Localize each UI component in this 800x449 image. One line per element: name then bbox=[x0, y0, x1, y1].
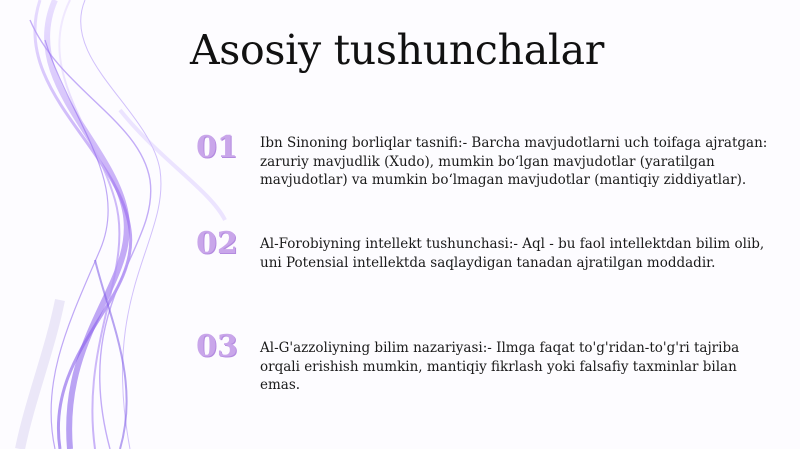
item-number: 02 bbox=[196, 226, 238, 261]
item-number: 01 bbox=[196, 130, 238, 165]
item-number: 03 bbox=[196, 329, 238, 364]
item-text: Al-G'azzoliyning bilim nazariyasi:- Ilmga faqat to'g'ridan-to'g'ri tajriba orqali erishish mumkin, mantiqiy fikrlash yoki falsafiy taxminlar bilan emas. bbox=[260, 340, 740, 393]
item-text: Ibn Sinoning borliqlar tasnifi:- Barcha mavjudotlarni uch toifaga ajratgan: zaruriy mavjudlik (Xudo), mumkin bo‘lgan mavjudotlar (yaratilgan mavjudotlar) va mumkin bo‘lmagan mavjudotlar (mantiqiy ziddiyatlar). bbox=[260, 135, 768, 188]
slide-title: Asosiy tushunchalar bbox=[190, 26, 605, 74]
item-text: Al-Forobiyning intellekt tushunchasi:- Aql - bu faol intellektdan bilim olib, uni Potensial intellektda saqlaydigan tanadan ajratilgan moddadir. bbox=[260, 236, 765, 271]
